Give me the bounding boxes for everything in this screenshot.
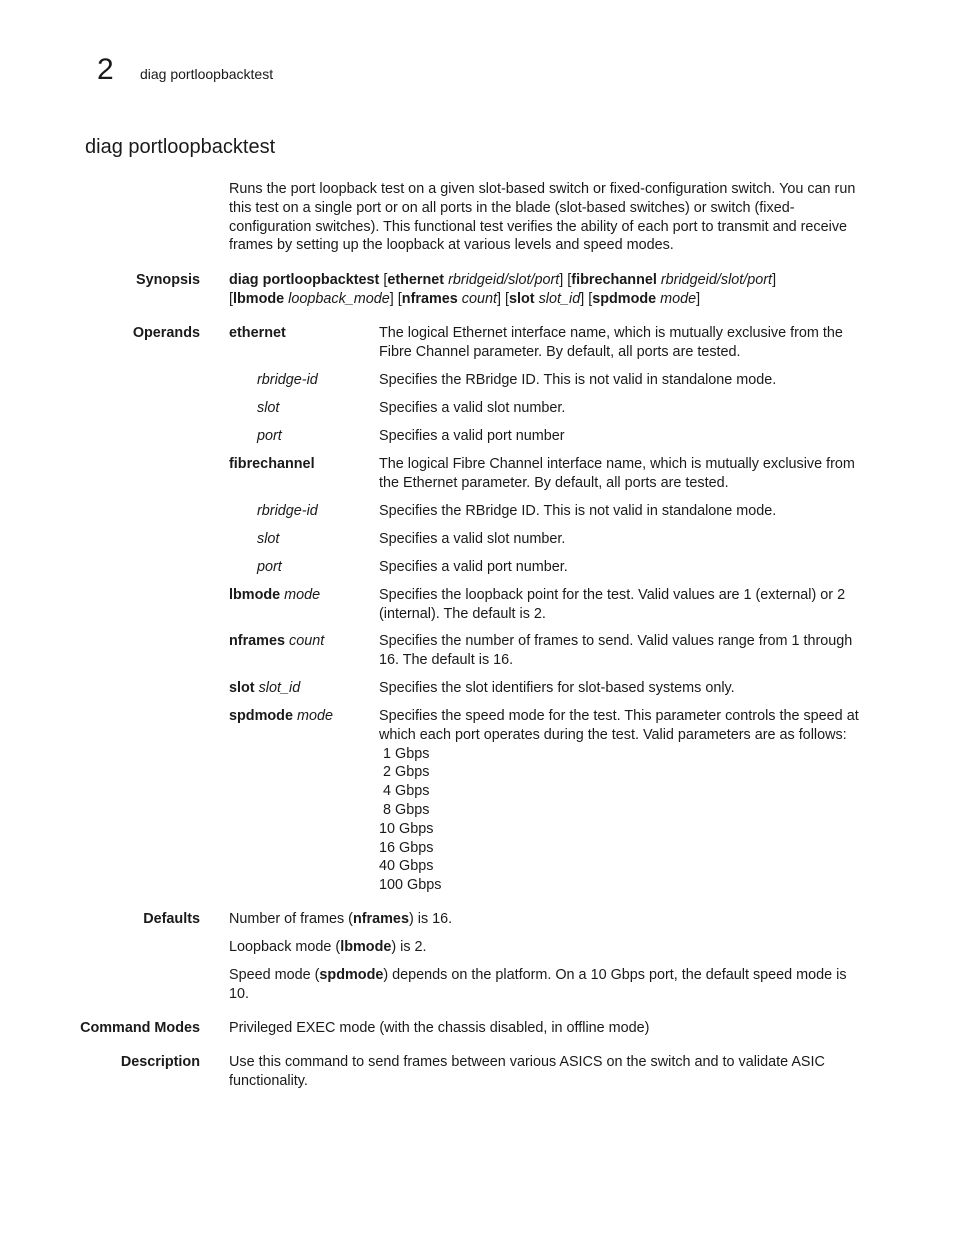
suboperand-desc: Specifies a valid port number [379,428,565,444]
operand-slot [229,679,300,698]
suboperand-desc: Specifies a valid slot number. [379,400,566,416]
synopsis-arg: mode [660,290,697,307]
operand-ethernet-desc: The logical Ethernet interface name, which is mutually exclusive from the Fibre Channel parameter. By default, all ports are tested. [379,325,843,360]
default-text: Speed mode ( [229,967,320,983]
operand-spdmode-desc [379,707,871,895]
operand-nframes-desc: Specifies the number of frames to send. Valid values range from 1 through 16. The default is 16. [379,633,853,668]
synopsis-punct: [ [379,272,388,288]
synopsis-punct: ] [ [559,272,572,288]
operand-keyword: spdmode [229,708,293,724]
operand-ethernet: ethernet [229,325,286,341]
operand-slot-desc: Specifies the slot identifiers for slot-based systems only. [379,680,735,696]
default-text: Number of frames ( [229,911,353,927]
section-label-synopsis: Synopsis [136,272,200,288]
suboperand-desc: Specifies a valid slot number. [379,531,566,547]
synopsis-punct: ] [ [389,290,402,307]
operand-fibrechannel: fibrechannel [229,456,315,472]
suboperand-desc: Specifies a valid port number. [379,559,568,575]
operand-lbmode [229,586,320,605]
operand-lbmode-desc: Specifies the loopback point for the test. Valid values are 1 (external) or 2 (internal). The default is 2. [379,587,846,622]
default-text: ) depends on the platform. On a 10 Gbps port, the default speed mode is 10. [229,967,847,1002]
synopsis-punct: ] [ [497,290,509,307]
synopsis-punct: ] [ [580,290,593,307]
speed-option: 8 Gbps [379,801,430,818]
operand-keyword: nframes [229,633,285,649]
synopsis-keyword: lbmode [233,290,285,307]
default-keyword: nframes [352,911,409,927]
section-label-defaults: Defaults [143,911,200,927]
synopsis-keyword: fibrechannel [571,272,657,288]
suboperand-name: rbridge-id [257,372,318,388]
synopsis-keyword: ethernet [387,272,445,288]
operand-spdmode [229,707,333,726]
speed-option: 1 Gbps [379,745,430,762]
operand-keyword: slot [229,680,255,696]
command-modes-text: Privileged EXEC mode (with the chassis disabled, in offline mode) [229,1020,650,1036]
operand-fibrechannel-desc: The logical Fibre Channel interface name, which is mutually exclusive from the Ethernet parameter. By default, all ports are tested. [379,456,855,491]
description-text: Use this command to send frames between various ASICS on the switch and to validate ASIC functionality. [229,1054,825,1089]
section-label-operands: Operands [132,325,200,341]
suboperand-name: rbridge-id [257,503,318,519]
default-text: Loopback mode ( [229,939,341,955]
synopsis-arg: rbridgeid/slot/port [660,272,773,288]
speed-option: 16 Gbps [379,839,434,856]
speed-option: 4 Gbps [379,783,430,800]
synopsis-punct: [ [229,290,233,307]
spdmode-description: Specifies the speed mode for the test. This parameter controls the speed at which each port operates during the test. Valid parameters are as follows: [379,708,859,743]
section-label-command-modes: Command Modes [80,1020,200,1036]
synopsis-arg: count [461,290,497,307]
intro-paragraph: Runs the port loopback test on a given slot-based switch or fixed-configuration switch. You can run this test on a single port or on all ports in the blade (slot-based switches) or switch (fixed-configuration switches). This functional test verifies the ability of each port to transmit and receive frames by setting up the loopback at various levels and speed modes. [229,181,856,254]
default-keyword: spdmode [319,967,384,983]
suboperand-desc: Specifies the RBridge ID. This is not valid in standalone mode. [379,503,777,519]
default-lbmode [229,938,869,957]
synopsis-keyword: spdmode [592,290,657,307]
default-spdmode [229,966,854,1004]
page-title: diag portloopbacktest [85,136,276,158]
suboperand-name: port [257,559,282,575]
synopsis-arg: slot_id [538,290,581,307]
synopsis-keyword: slot [509,290,535,307]
chapter-number: 2 [97,53,114,86]
speed-option: 100 Gbps [379,877,442,894]
suboperand-desc: Specifies the RBridge ID. This is not valid in standalone mode. [379,372,777,388]
operand-arg: mode [284,587,321,603]
suboperand-name: slot [257,400,280,416]
default-keyword: lbmode [340,939,392,955]
suboperand-name: port [257,428,282,444]
default-nframes [229,910,869,929]
speed-option: 10 Gbps [379,820,434,837]
default-text: ) is 16. [408,911,453,927]
running-header: diag portloopbacktest [140,66,274,82]
synopsis-arg: rbridgeid/slot/port [448,272,560,288]
default-text: ) is 2. [391,939,427,955]
section-label-description: Description [120,1054,200,1070]
synopsis-arg: loopback_mode [288,290,390,307]
operand-keyword: lbmode [229,587,281,603]
operand-nframes [229,632,324,651]
synopsis-command: diag portloopbacktest [229,272,380,288]
operand-arg: slot_id [258,680,301,696]
synopsis-text [229,271,869,309]
operand-arg: mode [296,708,333,724]
suboperand-name: slot [257,531,280,547]
speed-option: 2 Gbps [379,764,430,781]
synopsis-punct: ] [772,272,777,288]
speed-option: 40 Gbps [379,858,434,875]
synopsis-keyword: nframes [401,290,458,307]
operand-arg: count [289,633,325,649]
synopsis-punct: ] [696,290,701,307]
